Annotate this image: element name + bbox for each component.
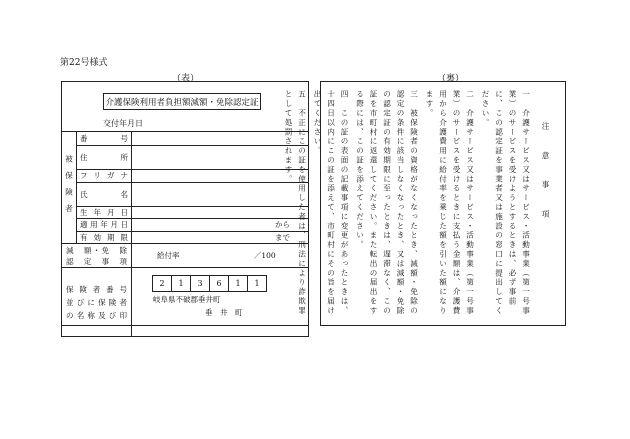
reduction-label-2: 認 定 事 項	[66, 256, 127, 266]
insurer-code-digit: 1	[247, 275, 267, 292]
front-side-label: （表）	[172, 74, 200, 84]
insurer-label-3: の 名 称 及 び 印	[66, 310, 127, 320]
insurer-label-1: 保 険 者 番 号	[66, 284, 127, 294]
certificate-title: 介護保険利用者負担額減額・免除認定証	[103, 93, 261, 110]
note-item: 四 この証の表面の記載事項に変更があったときは、十四日以内にこの証を添えて、市町村にその旨を届け出てください。	[313, 90, 349, 316]
notes-text	[280, 90, 553, 318]
name-label: 氏 名	[80, 189, 128, 199]
until-text: まで	[275, 232, 290, 242]
reduction-label-1: 減 額・免 除	[66, 245, 127, 255]
insurer-label-2: 並びに保険者	[66, 297, 127, 307]
note-item: 一 介護サービス又はサービス・活動事業（第一号事業）のサービスを受けようとするときは、必ず事前に、この認定証を事業者又は施設の窓口に提出してください。	[481, 90, 531, 316]
certificate-table	[61, 131, 309, 337]
insurer-name-1: 岐阜県不破郡垂井町	[153, 295, 221, 304]
note-item: 五 不正にこの証を使用した者は、刑法により詐欺罪として処罰されます。	[284, 90, 307, 316]
benefit-rate-denominator: ／100	[253, 251, 276, 260]
insured-group-label: 被保険者	[62, 132, 77, 244]
back-side-label: （裏）	[437, 74, 465, 84]
from-text: から	[275, 220, 290, 230]
birth-label: 生 年 月 日	[80, 207, 128, 217]
note-item: 二 介護サービス又はサービス・活動事業（第一号事業）のサービスを受けるときに支払う金額は、介護費用から介護費用に給付率を乗じた額を引いた額になります。	[425, 90, 475, 316]
insurer-code-digit: 2	[152, 275, 172, 292]
issue-date-label: 交付年月日	[103, 119, 143, 128]
insurer-name-2: 垂 井 町	[205, 308, 243, 317]
insurer-code-digit: 3	[190, 275, 210, 292]
insurer-code-digit: 1	[228, 275, 248, 292]
note-item: 三 被保険者の資格がなくなったとき、減額・免除の認定の条件に該当しなくなったとき、又は減額・免除の認定証の有効期限に至ったときは、遅滞なく、この証を市町村に返還してください。また転出の届出をする際には、この証を添えてください。	[355, 90, 419, 316]
validity-label: 有 効 期 限	[80, 232, 128, 242]
insurer-code-digit: 6	[209, 275, 229, 292]
insurer-code-digit: 1	[171, 275, 191, 292]
number-label: 番 号	[80, 134, 128, 143]
form-number: 第22号様式	[60, 58, 108, 68]
benefit-rate-label: 給付率	[157, 251, 180, 260]
notes-heading: 注 意 事 項	[541, 122, 550, 225]
applicable-date-label: 適用年月日	[80, 220, 128, 230]
furigana-label: フリガナ	[80, 171, 128, 181]
address-label: 住 所	[80, 153, 128, 162]
